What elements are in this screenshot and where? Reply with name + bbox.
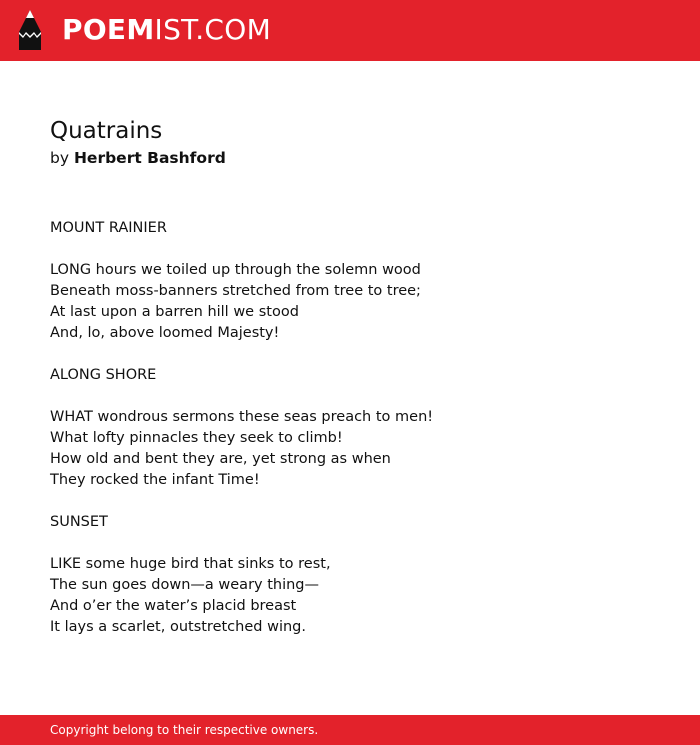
- poem-line: MOUNT RAINIER: [50, 220, 167, 236]
- poem-line: WHAT wondrous sermons these seas preach to men!: [50, 409, 434, 425]
- copyright-text: Copyright belong to their respective owners.: [50, 723, 319, 737]
- poem-body: [50, 218, 670, 638]
- stanza-break: [50, 386, 670, 407]
- poem-line: LONG hours we toiled up through the solemn wood: [50, 262, 421, 278]
- poem-title: Quatrains: [50, 118, 163, 144]
- site-header: [0, 0, 700, 61]
- poem-line: What lofty pinnacles they seek to climb!: [50, 430, 343, 446]
- site-footer: [0, 715, 700, 745]
- byline: [50, 147, 670, 169]
- stanza-break: [50, 491, 670, 512]
- poem-line: ALONG SHORE: [50, 367, 157, 383]
- author-name: Herbert Bashford: [73, 149, 226, 167]
- site-logo-text[interactable]: [62, 11, 271, 49]
- poem-line: They rocked the infant Time!: [50, 472, 260, 488]
- pencil-tip-icon[interactable]: [17, 8, 43, 52]
- stanza-break: [50, 344, 670, 365]
- poem-line: And, lo, above loomed Majesty!: [50, 325, 280, 341]
- brand-light: IST.COM: [154, 13, 272, 46]
- poem-line: LIKE some huge bird that sinks to rest,: [50, 556, 331, 572]
- poem-line: And o’er the water’s placid breast: [50, 598, 297, 614]
- poem-line: It lays a scarlet, outstretched wing.: [50, 619, 306, 635]
- by-label: by: [50, 149, 70, 167]
- stanza-break: [50, 533, 670, 554]
- poem-header: [50, 115, 670, 169]
- poem-line: The sun goes down—a weary thing—: [50, 577, 320, 593]
- poem-line: SUNSET: [50, 514, 108, 530]
- brand-bold: POEM: [62, 13, 155, 46]
- poem-line: How old and bent they are, yet strong as when: [50, 451, 391, 467]
- poem-line: Beneath moss-banners stretched from tree to tree;: [50, 283, 421, 299]
- stanza-break: [50, 239, 670, 260]
- poem-line: At last upon a barren hill we stood: [50, 304, 299, 320]
